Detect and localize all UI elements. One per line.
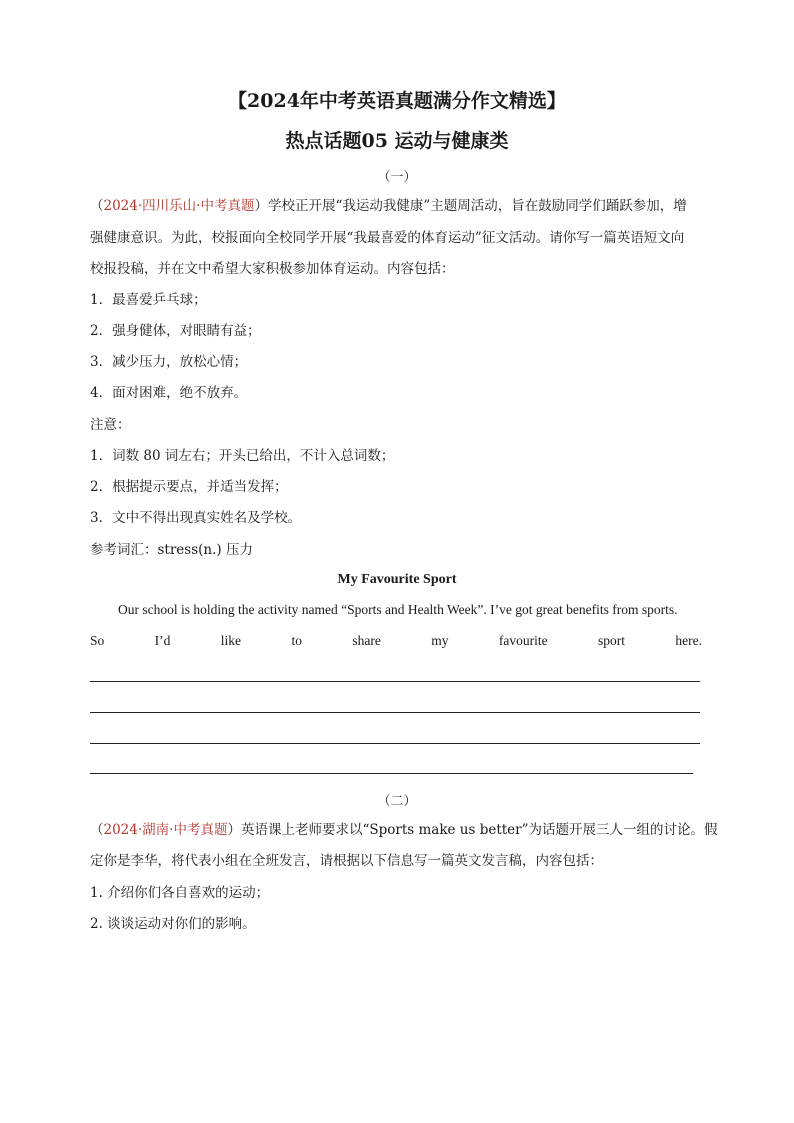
document-subtitle: 热点话题05 运动与健康类	[285, 130, 509, 152]
section-1-point-1: 1．最喜爱乒乓球；	[90, 292, 207, 308]
section-1-note-label: 注意：	[90, 417, 131, 433]
answer-line-1	[90, 681, 700, 682]
section-1-prompt-line-3: 校报投稿，并在文中希望大家积极参加体育运动。内容包括：	[90, 261, 455, 277]
section-1-note-3: 3．文中不得出现真实姓名及学校。	[90, 510, 302, 526]
section-2-point-1: 1. 介绍你们各自喜欢的运动；	[90, 885, 270, 901]
section-1-number: （一）	[377, 170, 417, 185]
section-1-point-4: 4．面对困难，绝不放弃。	[90, 385, 248, 401]
section-1-vocab: 参考词汇：stress(n.) 压力	[90, 542, 253, 558]
section-2-point-2: 2. 谈谈运动对你们的影响。	[90, 916, 256, 932]
section-1-source: 2024·四川乐山·中考真题	[103, 198, 255, 214]
section-1-prompt-line-1: （2024·四川乐山·中考真题）学校正开展“我运动我健康”主题周活动，旨在鼓励同学们踊跃参加，增	[90, 198, 687, 214]
section-2-number: （二）	[377, 794, 417, 809]
answer-line-2	[90, 712, 700, 713]
section-1-note-1: 1．词数 80 词左右；开头已给出，不计入总词数；	[90, 448, 395, 464]
section-2-prompt-line-2: 定你是李华，将代表小组在全班发言，请根据以下信息写一篇英文发言稿，内容包括：	[90, 853, 603, 869]
answer-line-4	[90, 773, 693, 774]
essay-line-1: Our school is holding the activity named “Sports and Health Week”. I’ve got great benefits from sports.	[118, 602, 678, 617]
section-1-point-2: 2．强身健体，对眼睛有益；	[90, 323, 261, 339]
essay-line-2: So I’d like to share my favourite sport here.	[90, 633, 702, 648]
section-1-point-3: 3．减少压力，放松心情；	[90, 354, 248, 370]
section-2-prompt-line-1: （2024·湖南·中考真题）英语课上老师要求以“Sports make us better”为话题开展三人一组的讨论。假	[90, 822, 718, 838]
section-1-prompt-line-2: 强健康意识。为此，校报面向全校同学开展“我最喜爱的体育运动”征文活动。请你写一篇英语短文向	[90, 230, 685, 246]
section-2-source: 2024·湖南·中考真题	[103, 822, 228, 838]
answer-line-3	[90, 743, 700, 744]
document-title: 【2024年中考英语真题满分作文精选】	[228, 90, 566, 112]
essay-title: My Favourite Sport	[337, 572, 457, 587]
section-1-note-2: 2．根据提示要点，并适当发挥；	[90, 479, 288, 495]
